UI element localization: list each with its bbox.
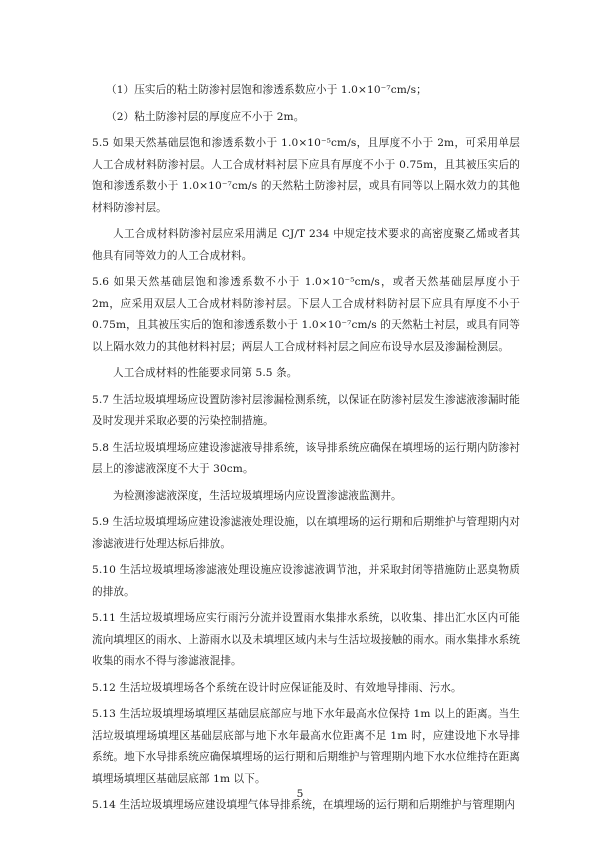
paragraph-5-9: 5.9 生活垃圾填埋场应建设渗滤液处理设施，以在填埋场的运行期和后期维护与管理期内对渗滤液进行处理达标后排放。	[92, 516, 520, 550]
paragraph-5-14: 5.14 生活垃圾填埋场应建设填埋气体导排系统，在填埋场的运行期和后期维护与管理期内	[92, 799, 516, 811]
page-number: 5	[296, 788, 304, 800]
paragraph-5-6-materials: 人工合成材料的性能要求同第 5.5 条。	[113, 367, 298, 379]
paragraph-5-7: 5.7 生活垃圾填埋场应设置防渗衬层渗漏检测系统，以保证在防渗衬层发生渗滤液渗漏时能及时发现并采取必要的污染控制措施。	[92, 393, 520, 427]
paragraph-5-8-monitoring: 为检测渗滤液深度，生活垃圾填埋场内应设置渗滤液监测井。	[113, 489, 402, 502]
paragraph-5-5-materials: 人工合成材料防渗衬层应采用满足 CJ/T 234 中规定技术要求的高密度聚乙烯或者其他具有同等效力的人工合成材料。	[92, 228, 520, 262]
paragraph-clay-permeability: （1）压实后的粘土防渗衬层饱和渗透系数应小于 1.0×10⁻⁷cm/s；	[106, 84, 427, 96]
paragraph-5-13: 5.13 生活垃圾填埋场填埋区基础层底部应与地下水年最高水位保持 1m 以上的距离。当生活垃圾填埋场填埋区基础层底部与地下水年最高水位距离不足 1m 时，应建设地下水导排系统。地下水导排系统应确保填埋场的运行期和后期维护与管理期内地下水水位维持在距离填埋场填埋区基础层底部 1m 以下。	[92, 708, 520, 785]
page-body	[92, 80, 520, 822]
paragraph-5-8: 5.8 生活垃圾填埋场应建设渗滤液导排系统，该导排系统应确保在填埋场的运行期内防渗衬层上的渗滤液深度不大于 30cm。	[92, 441, 520, 475]
paragraph-5-6: 5.6 如果天然基础层饱和渗透系数不小于 1.0×10⁻⁵cm/s，或者天然基础层厚度小于 2m，应采用双层人工合成材料防渗衬层。下层人工合成材料防衬层下应具有厚度不小于 0.75m，且其被压实后的饱和渗透系数小于 1.0×10⁻⁷cm/s 的天然粘土衬层，或具有同等以上隔水效力的其他材料衬层；两层人工合成材料衬层之间应布设导水层及渗漏检测层。	[92, 276, 520, 353]
paragraph-5-5: 5.5 如果天然基础层饱和渗透系数小于 1.0×10⁻⁵cm/s，且厚度不小于 2m，可采用单层人工合成材料防渗衬层。人工合成材料衬层下应具有厚度不小于 0.75m，且其被压实后的饱和渗透系数小于 1.0×10⁻⁷cm/s 的天然粘土防渗衬层，或具有同等以上隔水效力的其他材料防渗衬层。	[92, 137, 520, 214]
paragraph-5-10: 5.10 生活垃圾填埋场渗滤液处理设施应设渗滤液调节池，并采取封闭等措施防止恶臭物质的排放。	[92, 564, 520, 598]
paragraph-5-11: 5.11 生活垃圾填埋场应实行雨污分流并设置雨水集排水系统，以收集、排出汇水区内可能流向填埋区的雨水、上游雨水以及未填埋区域内未与生活垃圾接触的雨水。雨水集排水系统收集的雨水不得与渗滤液混排。	[92, 612, 520, 667]
paragraph-5-12: 5.12 生活垃圾填埋场各个系统在设计时应保证能及时、有效地导排雨、污水。	[92, 681, 462, 694]
paragraph-clay-thickness: （2）粘土防渗衬层的厚度应不小于 2m。	[106, 110, 305, 123]
